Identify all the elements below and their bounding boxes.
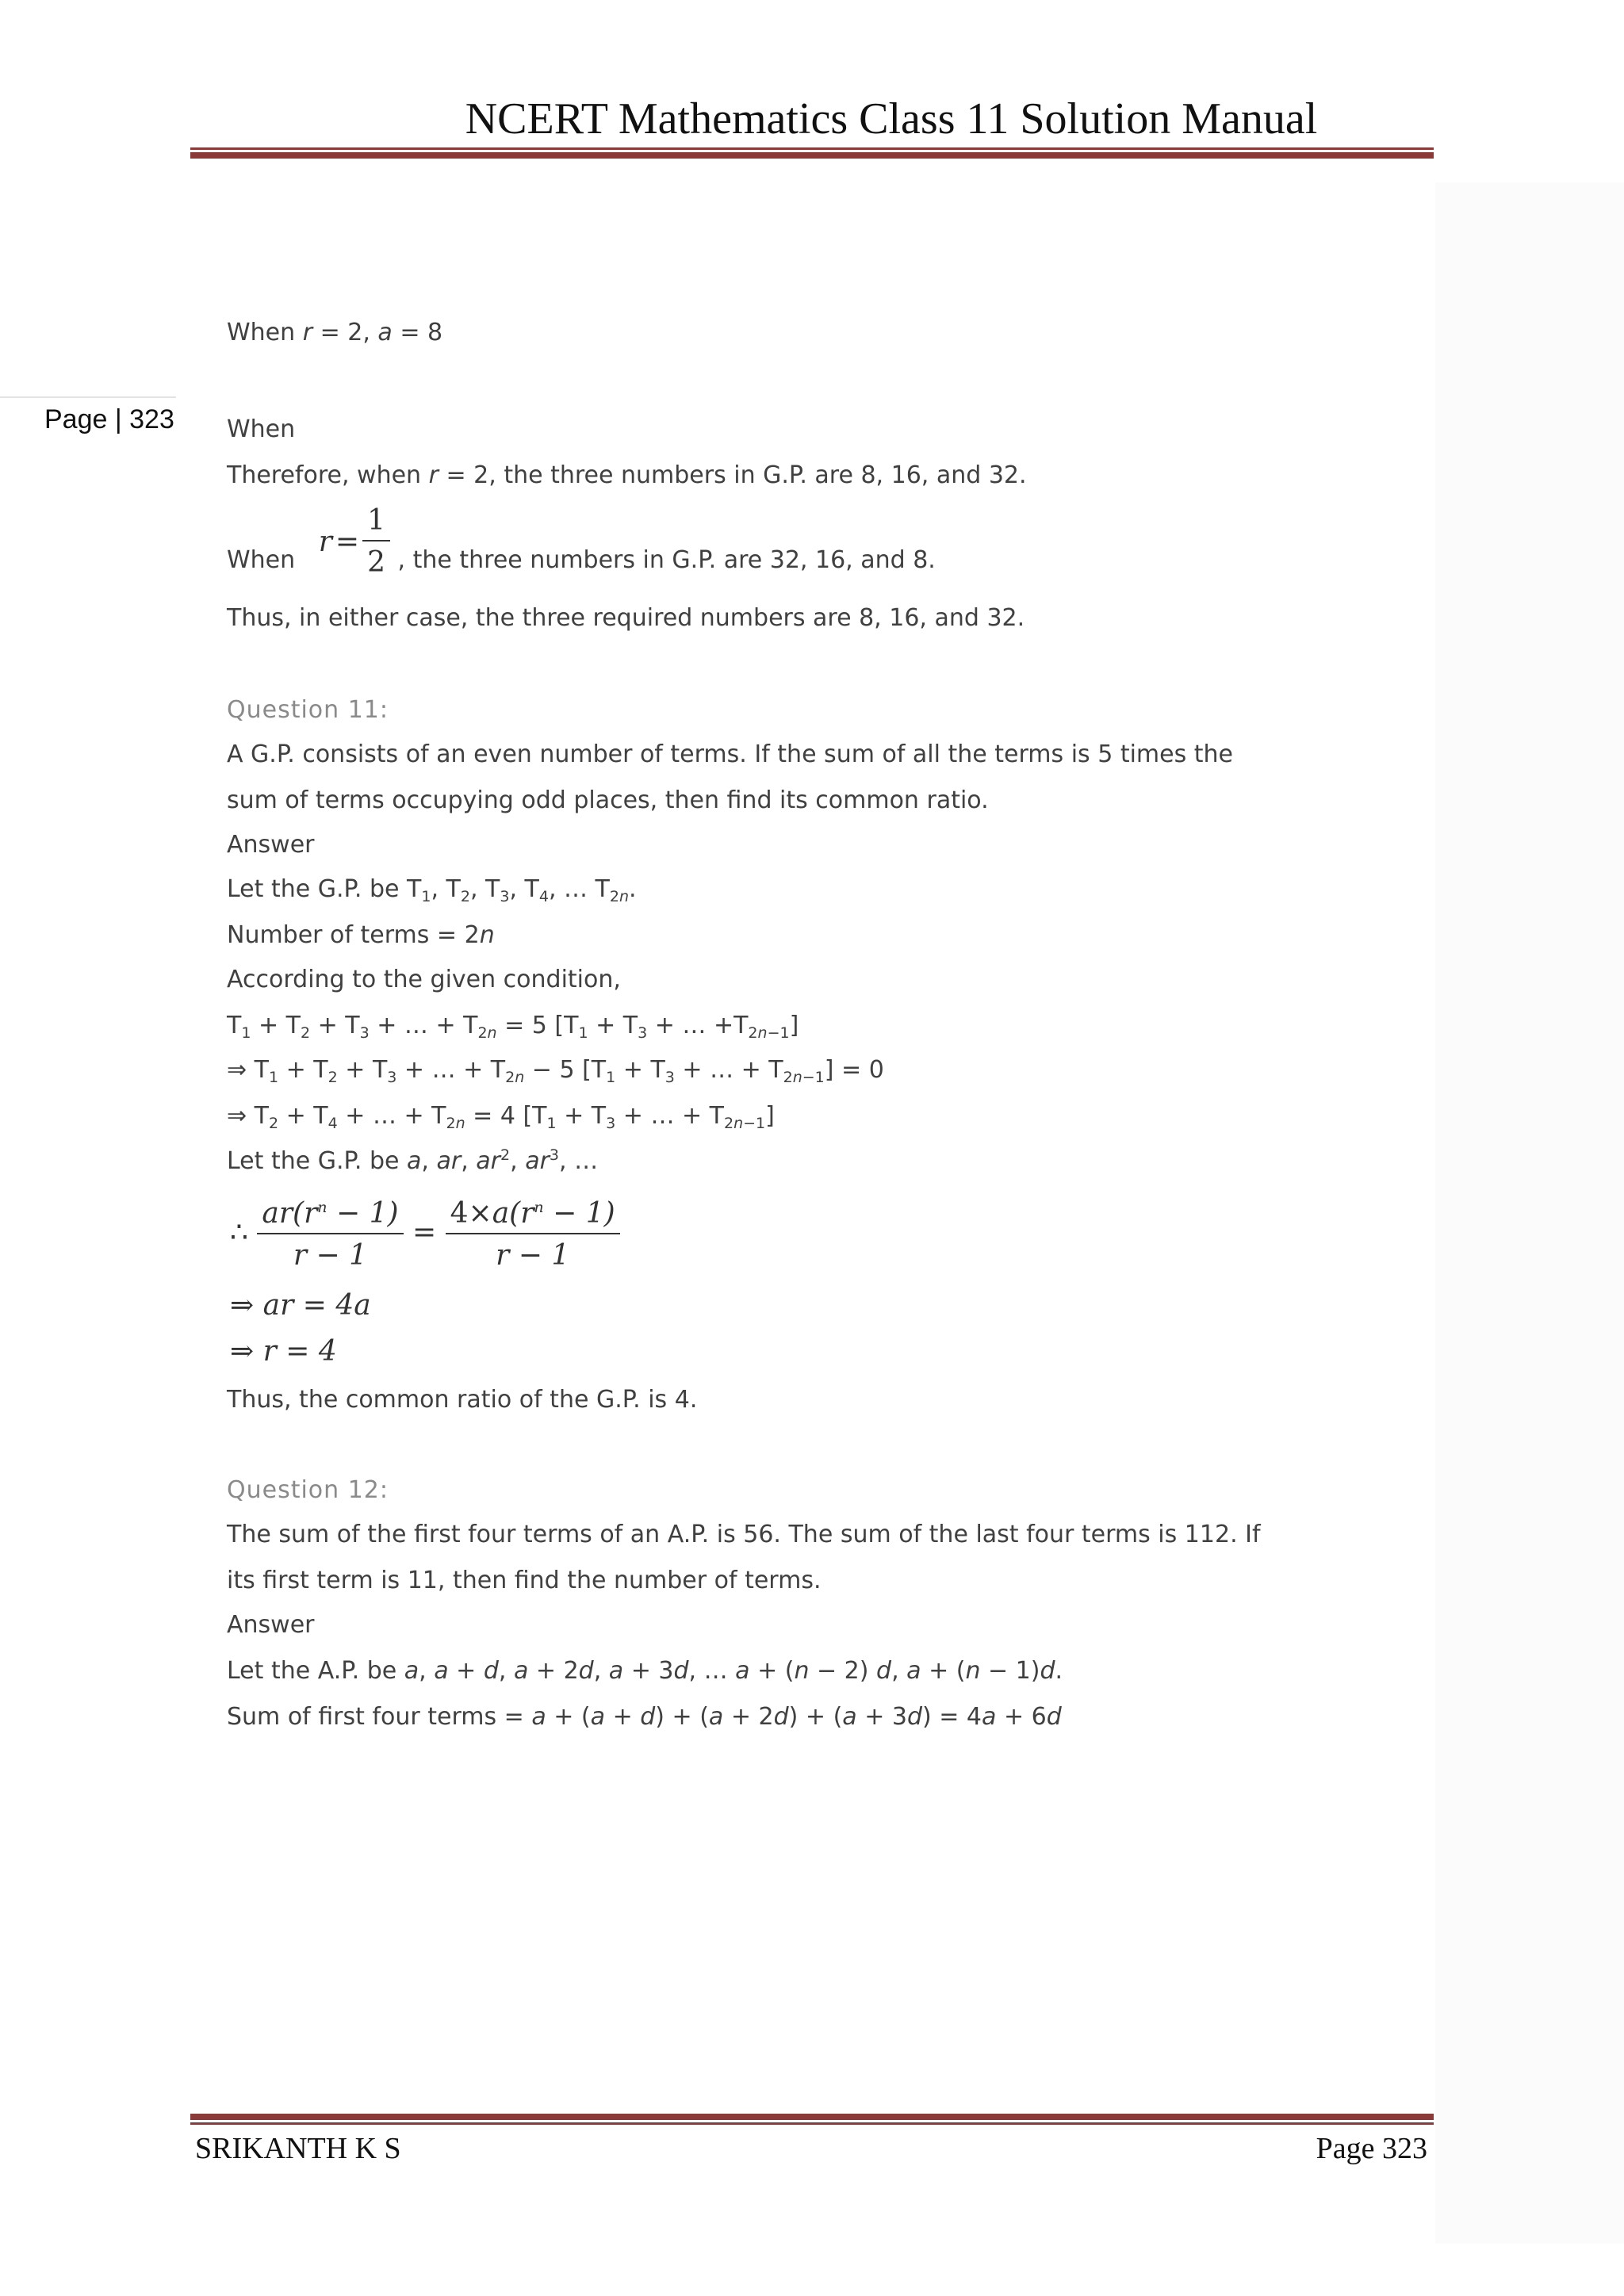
text-line: Let the G.P. be $T_1$, $T_2$, $T_3$, $T_4$, … $T_{2n}$. xyxy=(227,875,637,905)
footer-page-number: Page 323 xyxy=(1316,2132,1427,2165)
text-line: When r = 2, a = 8 xyxy=(227,319,443,346)
text-line-fraction: When r = $\frac{1}{2}$ , the three numbers in G.P. are 32, 16, and 8. xyxy=(227,504,936,579)
equation-line: ⇒ $T_2 + T_4$ + … + $T_{2n} = 4$ [$T_1 + T_3$ + … + $T_{2n-1}$] xyxy=(227,1102,775,1132)
text-line: sum of terms occupying odd places, then find its common ratio. xyxy=(227,786,989,814)
text-line: Thus, in either case, the three required numbers are 8, 16, and 32. xyxy=(227,604,1025,632)
text-line: The sum of the first four terms of an A.P. is 56. The sum of the last four terms is 112. If xyxy=(227,1521,1261,1548)
page-margin-shade xyxy=(1435,182,1624,2244)
text-line: A G.P. consists of an even number of terms. If the sum of all the terms is 5 times the xyxy=(227,740,1233,768)
equation-step: ⇒ r = 4 xyxy=(230,1335,337,1368)
text-line: Let the A.P. be a, a + d, a + 2d, a + 3d, … a + (n − 2) d, a + (n − 1)d. xyxy=(227,1657,1063,1685)
text-line: Therefore, when r = 2, the three numbers in G.P. are 8, 16, and 32. xyxy=(227,461,1027,489)
text-line: Number of terms = 2n xyxy=(227,921,495,949)
answer-label: Answer xyxy=(227,1611,315,1639)
footer-author: SRIKANTH K S xyxy=(195,2132,401,2165)
text-line: When xyxy=(227,415,296,443)
side-page-label: Page | 323 xyxy=(44,404,174,434)
text-line: Thus, the common ratio of the G.P. is 4. xyxy=(227,1386,698,1414)
text-line: Let the G.P. be a, ar, $ar^2$, $ar^3$, … xyxy=(227,1146,599,1175)
equation-step: ⇒ ar = 4a xyxy=(230,1289,371,1322)
footer-rule-thick xyxy=(190,2114,1434,2120)
answer-label: Answer xyxy=(227,831,315,859)
equation-fraction: ∴ $\frac{ar(r^n - 1)}{r - 1}$ = $\frac{4\times a(r^n - 1)}{r - 1}$ xyxy=(230,1197,620,1272)
header-rule-thin xyxy=(190,147,1434,150)
question-12-title: Question 12: xyxy=(227,1476,389,1504)
equation-line: ⇒ $T_1 + T_2 + T_3$ + … + $T_{2n} - 5$ [$T_1 + T_3$ + … + $T_{2n-1}] = 0$ xyxy=(227,1056,884,1086)
question-11-title: Question 11: xyxy=(227,696,389,724)
text-line: According to the given condition, xyxy=(227,966,621,993)
equation-line: $T_1 + T_2 + T_3$ + … + $T_{2n} = 5$ [$T_1 + T_3$ + … $+T_{2n-1}$] xyxy=(227,1012,799,1042)
footer-rule-thin xyxy=(190,2122,1434,2125)
text-line: Sum of first four terms = a + (a + d) + (a + 2d) + (a + 3d) = 4a + 6d xyxy=(227,1703,1062,1731)
page-header-title: NCERT Mathematics Class 11 Solution Manual xyxy=(465,94,1318,144)
header-rule-thick xyxy=(190,152,1434,159)
side-divider xyxy=(0,396,176,398)
text-line: its first term is 11, then find the number of terms. xyxy=(227,1567,822,1594)
